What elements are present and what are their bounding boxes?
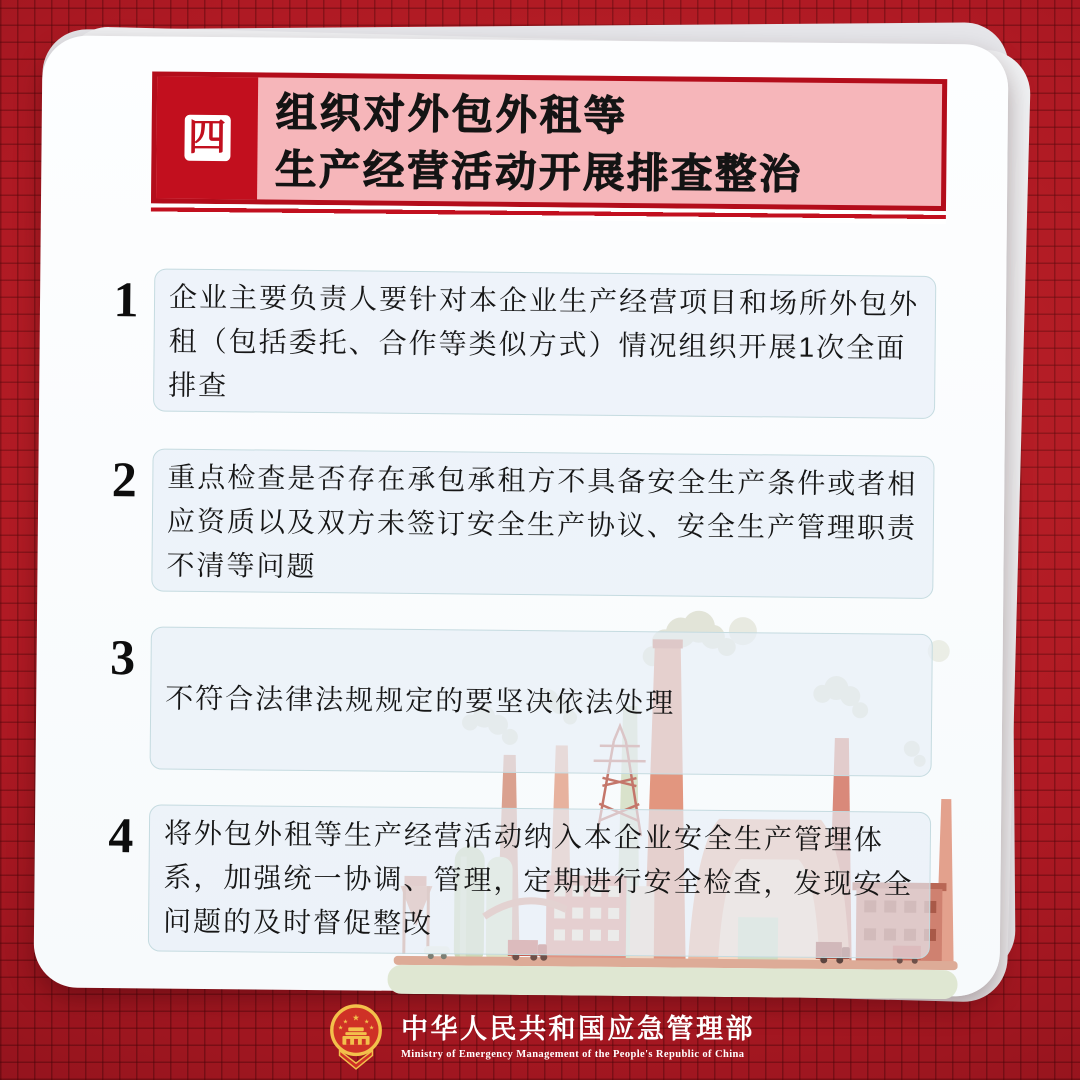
item-text-1: 企业主要负责人要针对本企业生产经营项目和场所外包外租（包括委托、合作等类似方式）情况组织开展1次全面排查 bbox=[153, 268, 936, 418]
item-number-4: 4 bbox=[108, 807, 134, 864]
section-header bbox=[151, 71, 947, 211]
item-text-3-span: 不符合法律法规规定的要坚决依法处理 bbox=[165, 682, 676, 718]
section-title-line1: 组织对外包外租等 bbox=[275, 89, 629, 140]
ministry-name-en: Ministry of Emergency Management of the People's Republic of China bbox=[401, 1049, 745, 1061]
ministry-footer bbox=[0, 1002, 1080, 1072]
item-number-2: 2 bbox=[111, 451, 138, 508]
item-text-2: 重点检查是否存在承包承租方不具备安全生产条件或者相应资质以及双方未签订安全生产协议、安全生产管理职责不清等问题 bbox=[151, 448, 934, 598]
section-title-line2: 生产经营活动开展排查整治 bbox=[275, 146, 804, 198]
svg-text:★: ★ bbox=[352, 1012, 360, 1023]
ministry-text-block bbox=[401, 1014, 755, 1060]
ministry-name-cn: 中华人民共和国应急管理部 bbox=[401, 1013, 755, 1044]
content-card bbox=[33, 35, 1008, 996]
item-number-1: 1 bbox=[113, 271, 139, 328]
section-title bbox=[257, 77, 804, 204]
item-text-4: 将外包外租等生产经营活动纳入本企业安全生产管理体系，加强统一协调、管理，定期进行安全检查，发现安全问题的及时督促整改 bbox=[148, 804, 931, 958]
section-number-label: 四 bbox=[187, 116, 227, 160]
svg-text:★: ★ bbox=[368, 1025, 375, 1032]
svg-text:★: ★ bbox=[364, 1019, 370, 1026]
item-number-3: 3 bbox=[109, 629, 136, 686]
national-emblem-icon bbox=[325, 1003, 387, 1071]
svg-text:★: ★ bbox=[337, 1025, 344, 1032]
svg-text:★: ★ bbox=[342, 1019, 348, 1026]
section-number-tile bbox=[156, 76, 258, 199]
item-text-3 bbox=[150, 626, 933, 777]
section-number-stamp-icon bbox=[184, 115, 230, 161]
